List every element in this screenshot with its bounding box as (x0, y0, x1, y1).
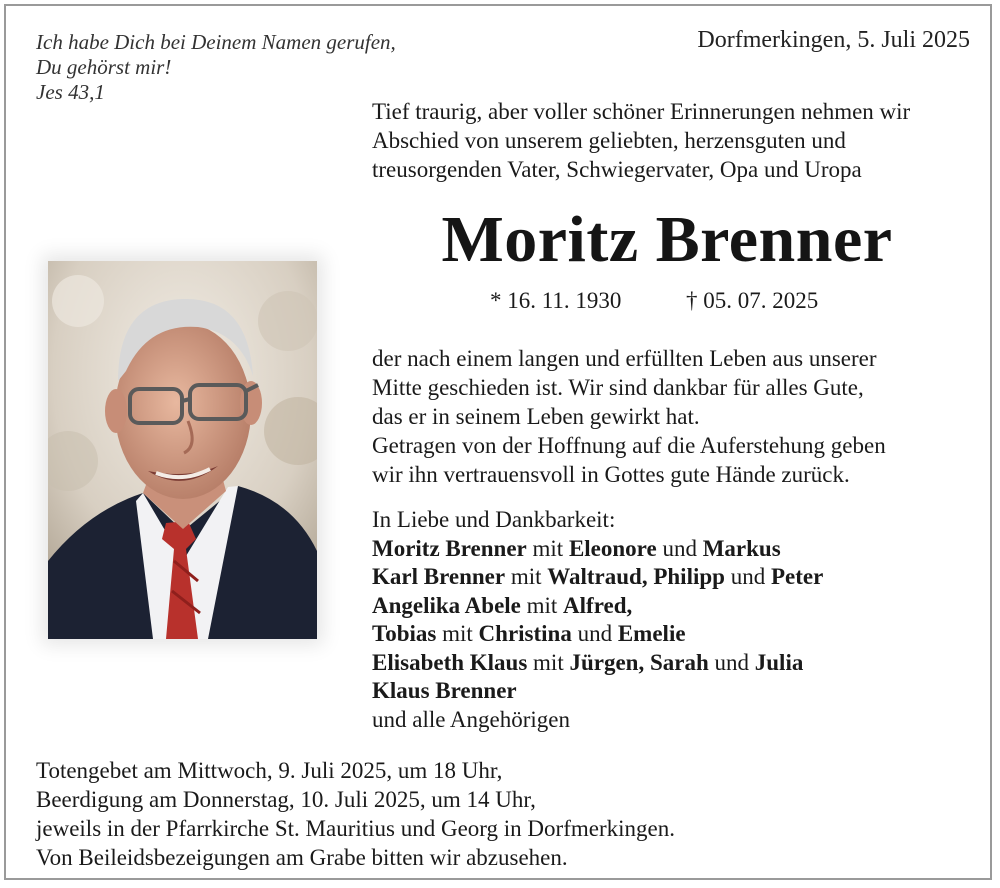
portrait-photo-icon (48, 261, 317, 639)
family-connector: und (724, 564, 771, 589)
family-member-name: Karl Brenner (372, 564, 506, 589)
tribute-line: das er in seinem Leben gewirkt hat. (372, 404, 700, 429)
family-member-name: Klaus Brenner (372, 678, 517, 703)
intro-line: Abschied von unserem geliebten, herzensguten und (372, 128, 846, 153)
family-member-line (372, 677, 982, 706)
funeral-line: Totengebet am Mittwoch, 9. Juli 2025, um 18 Uhr, (36, 758, 503, 783)
family-member-name: Moritz Brenner (372, 535, 527, 561)
family-connector: und (656, 535, 703, 561)
verse-reference: Jes 43,1 (36, 80, 105, 104)
death-date: † 05. 07. 2025 (686, 288, 819, 313)
family-member-line (372, 563, 982, 592)
tribute-line: Mitte geschieden ist. Wir sind dankbar für alles Gute, (372, 375, 864, 400)
family-members (372, 535, 982, 706)
family-connector: und (708, 649, 755, 675)
verse-line: Ich habe Dich bei Deinem Namen gerufen, (36, 30, 396, 54)
family-connector: mit (520, 592, 564, 618)
family-member-name: Emelie (617, 621, 686, 646)
family-list (372, 506, 982, 734)
funeral-line: Von Beileidsbezeigungen am Grabe bitten wir abzusehen. (36, 845, 568, 870)
funeral-line: Beerdigung am Donnerstag, 10. Juli 2025, um 14 Uhr, (36, 787, 536, 812)
family-connector: mit (436, 621, 479, 646)
family-member-name: Markus (702, 535, 781, 561)
family-closing: und alle Angehörigen (372, 706, 571, 732)
family-member-name: Jürgen, Sarah (569, 649, 709, 675)
family-member-name: Christina (478, 621, 572, 646)
family-member-name: Angelika Abele (372, 592, 521, 618)
family-member-line (372, 620, 982, 649)
family-connector: mit (526, 535, 569, 561)
family-connector: mit (527, 649, 570, 675)
family-connector: und (571, 621, 618, 646)
intro-line: treusorgenden Vater, Schwiegervater, Opa und Uropa (372, 157, 862, 182)
family-member-name: Peter (770, 564, 824, 589)
family-member-name: Tobias (372, 621, 437, 646)
portrait-photo (48, 261, 317, 639)
family-member-line (372, 535, 982, 564)
intro-line: Tief traurig, aber voller schöner Erinnerungen nehmen wir (372, 99, 911, 124)
place-and-date: Dorfmerkingen, 5. Juli 2025 (697, 27, 970, 53)
family-member-name: Waltraud, Philipp (547, 564, 725, 589)
intro-text (372, 97, 972, 184)
tribute-line: wir ihn vertrauensvoll in Gottes gute Hände zurück. (372, 462, 850, 487)
verse-line: Du gehörst mir! (36, 55, 172, 79)
family-member-line (372, 649, 982, 678)
bible-verse (36, 30, 396, 105)
deceased-name: Moritz Brenner (441, 203, 893, 276)
family-member-name: Julia (754, 649, 804, 675)
family-member-name: Alfred, (563, 592, 633, 618)
funeral-info (36, 756, 976, 872)
family-member-line (372, 592, 982, 621)
family-member-name: Eleonore (568, 535, 657, 561)
birth-date: * 16. 11. 1930 (490, 288, 622, 313)
funeral-line: jeweils in der Pfarrkirche St. Mauritius und Georg in Dorfmerkingen. (36, 816, 675, 841)
family-member-name: Elisabeth Klaus (372, 649, 528, 675)
family-connector: mit (505, 564, 548, 589)
tribute-text (372, 344, 982, 489)
tribute-line: der nach einem langen und erfüllten Leben aus unserer (372, 346, 877, 371)
family-heading: In Liebe und Dankbarkeit: (372, 507, 616, 532)
tribute-line: Getragen von der Hoffnung auf die Auferstehung geben (372, 433, 886, 458)
